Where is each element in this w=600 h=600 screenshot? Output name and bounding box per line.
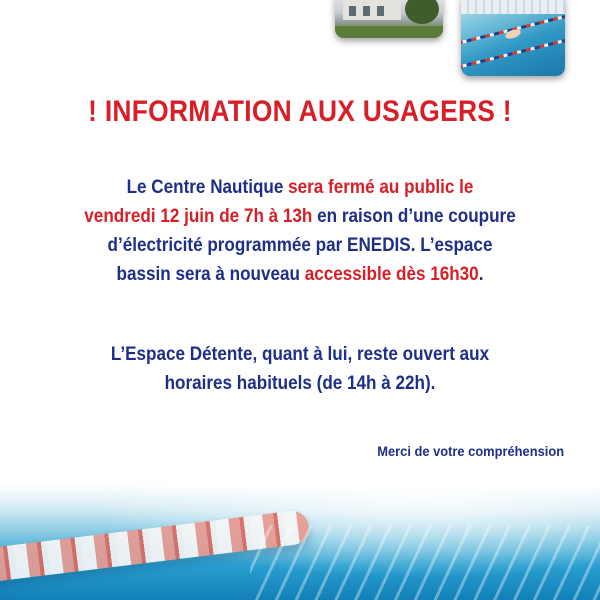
notice-text: . — [478, 264, 484, 285]
detente-text: L’Espace Détente, quant à lui, reste ouvert aux — [110, 344, 490, 365]
building-window — [377, 6, 384, 16]
notice-highlight: vendredi 12 juin de 7h à 13h — [84, 206, 313, 227]
pool-photo — [461, 0, 565, 76]
closure-notice — [30, 173, 570, 289]
building-window — [363, 6, 370, 16]
notice-text: bassin sera à nouveau — [116, 264, 305, 285]
headline: ! INFORMATION AUX USAGERS ! — [88, 95, 512, 128]
notice-text: en raison d’une coupure — [312, 206, 516, 227]
building-window — [349, 6, 356, 16]
pool-roof — [461, 0, 565, 14]
detente-text: horaires habituels (de 14h à 22h). — [164, 373, 436, 394]
lawn — [335, 26, 443, 38]
notice-text: Le Centre Nautique — [126, 177, 289, 198]
tree — [405, 0, 439, 24]
notice-text: d’électricité programmée par ENEDIS. L’espace — [107, 235, 493, 256]
lane-rope — [461, 9, 565, 46]
notice-highlight: accessible dès 16h30 — [304, 264, 479, 285]
building-photo — [335, 0, 443, 38]
pool-water-photo — [0, 485, 600, 600]
detente-notice — [30, 340, 570, 398]
water-ripples — [250, 525, 600, 600]
closing-thanks: Merci de votre compréhension — [377, 443, 564, 459]
notice-highlight: sera fermé au public le — [288, 177, 474, 198]
